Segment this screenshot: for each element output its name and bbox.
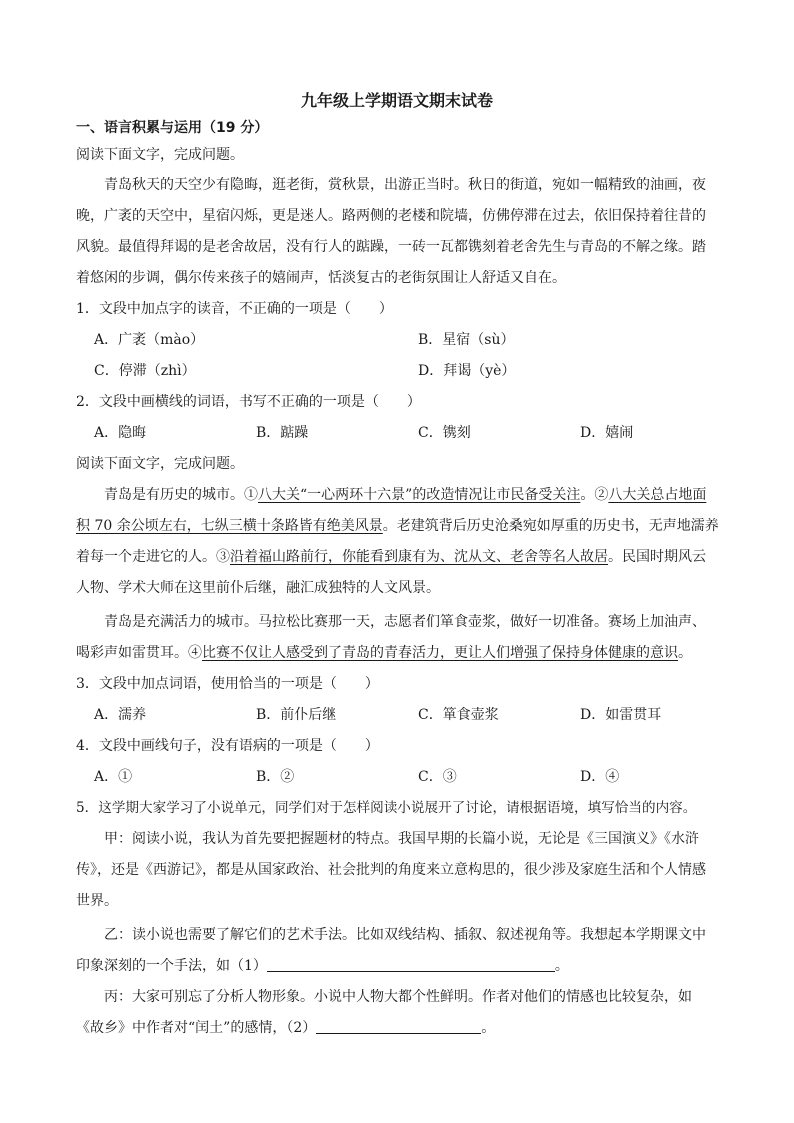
option-c: C．箪食壶浆 [418, 707, 499, 723]
option-b: B．② [256, 769, 295, 785]
dialog-jia-line: 传》，还是《西游记》，都是从国家政治、社会批判的角度来立意构思的，很少涉及家庭生活和个人情感 [76, 862, 706, 878]
instruction-text: 阅读下面文字，完成问题。 [76, 147, 244, 163]
passage1-line: 风貌。最值得拜谒的是老舍故居，没有行人的踮躁，一砖一瓦都镌刻着老舍先生与青岛的不解之缘。踏 [76, 239, 706, 255]
answer-blank-1[interactable] [267, 957, 555, 972]
option-d: D．嬉闹 [580, 425, 634, 441]
page-title: 九年级上学期语文期末试卷 [300, 91, 493, 110]
option-a: A．隐晦 [94, 425, 147, 441]
question-4-stem: 4．文段中画线句子，没有语病的一项是（ ） [76, 738, 379, 754]
option-b: B．踮躁 [256, 425, 309, 441]
passage3-line: 青岛是充满活力的城市。马拉松比赛那一天，志愿者们箪食壶浆，做好一切准备。赛场上加油声、 [104, 614, 706, 630]
passage1-line: 着悠闲的步调，偶尔传来孩子的嬉闹声，恬淡复古的老街氛围让人舒适又自在。 [76, 270, 566, 286]
question-5-stem: 5．这学期大家学习了小说单元，同学们对于怎样阅读小说展开了讨论，请根据语境，填写恰当的内容。 [76, 800, 697, 816]
question-1-stem: 1．文段中加点字的读音，不正确的一项是（ ） [76, 301, 393, 317]
sentence-2: 积 70 余公顷左右，七纵三横十条路皆有绝美风景 [76, 518, 383, 534]
option-c: C．停滞（zhì） [94, 363, 196, 379]
passage3-line: 喝彩声如雷贯耳。④比赛不仅让人感受到了青岛的青春活力，更让人们增强了保持身体健康的意识。 [76, 645, 692, 661]
option-c: C．镌刻 [418, 425, 471, 441]
sentence-2: 八大关总占地面 [608, 487, 707, 503]
option-d: D．如雷贯耳 [580, 707, 662, 723]
passage2-line: 人物、学术大师在这里前仆后继，融汇成独特的人文风景。 [76, 580, 440, 596]
option-b: B．星宿（sù） [418, 332, 515, 348]
passage1-line: 晚，广袤的天空中，星宿闪烁，更是迷人。路两侧的老楼和院墙，仿佛停滞在过去，依旧保持着往昔的 [76, 208, 706, 224]
option-a: A．① [94, 769, 133, 785]
option-c: C．③ [418, 769, 457, 785]
option-a: A．濡养 [94, 707, 147, 723]
section-heading: 一、语言积累与运用（19 分） [76, 120, 269, 136]
option-d: D．④ [580, 769, 620, 785]
passage2-line: 青岛是有历史的城市。①八大关“一心两环十六景”的改造情况让市民备受关注。②八大关总占地面 [104, 487, 707, 503]
passage1-line: 青岛秋天的天空少有隐晦，逛老街，赏秋景，出游正当时。秋日的街道，宛如一幅精致的油画，夜 [104, 177, 706, 193]
option-a: A．广袤（mào） [94, 332, 205, 348]
instruction-text: 阅读下面文字，完成问题。 [76, 456, 244, 472]
sentence-3: 沿着福山路前行，你能看到康有为、沈从文、老舍等名人故居 [230, 549, 608, 565]
dialog-jia-line: 甲：阅读小说，我认为首先要把握题材的特点。我国早期的长篇小说，无论是《三国演义》《水浒 [104, 831, 699, 847]
dialog-yi-line: 印象深刻的一个手法，如（1） 。 [76, 958, 569, 974]
question-2-stem: 2．文段中画横线的词语，书写不正确的一项是（ ） [76, 394, 421, 410]
dialog-jia-line: 世界。 [76, 893, 118, 909]
passage2-line: 积 70 余公顷左右，七纵三横十条路皆有绝美风景。老建筑背后历史沧桑宛如厚重的历史书，无声地濡养 [76, 518, 719, 534]
dialog-yi-line: 乙：读小说也需要了解它们的艺术手法。比如双线结构、插叙、叙述视角等。我想起本学期课文中 [104, 927, 706, 943]
option-d: D．拜谒（yè） [418, 363, 516, 379]
dialog-bing-line: 丙：大家可别忘了分析人物形象。小说中人物大都个性鲜明。作者对他们的情感也比较复杂，如 [104, 989, 692, 1005]
passage2-line: 着每一个走进它的人。③沿着福山路前行，你能看到康有为、沈从文、老舍等名人故居。民国时期风云 [76, 549, 706, 565]
answer-blank-2[interactable] [316, 1019, 481, 1034]
sentence-1: 八大关“一心两环十六景”的改造情况让市民备受关注 [258, 487, 581, 503]
sentence-4: 比赛不仅让人感受到了青岛的青春活力，更让人们增强了保持身体健康的意识 [202, 645, 678, 661]
option-b: B．前仆后继 [256, 707, 337, 723]
question-3-stem: 3．文段中加点词语，使用恰当的一项是（ ） [76, 676, 379, 692]
dialog-bing-line: 《故乡》中作者对“闰土”的感情，（2） 。 [76, 1020, 496, 1036]
